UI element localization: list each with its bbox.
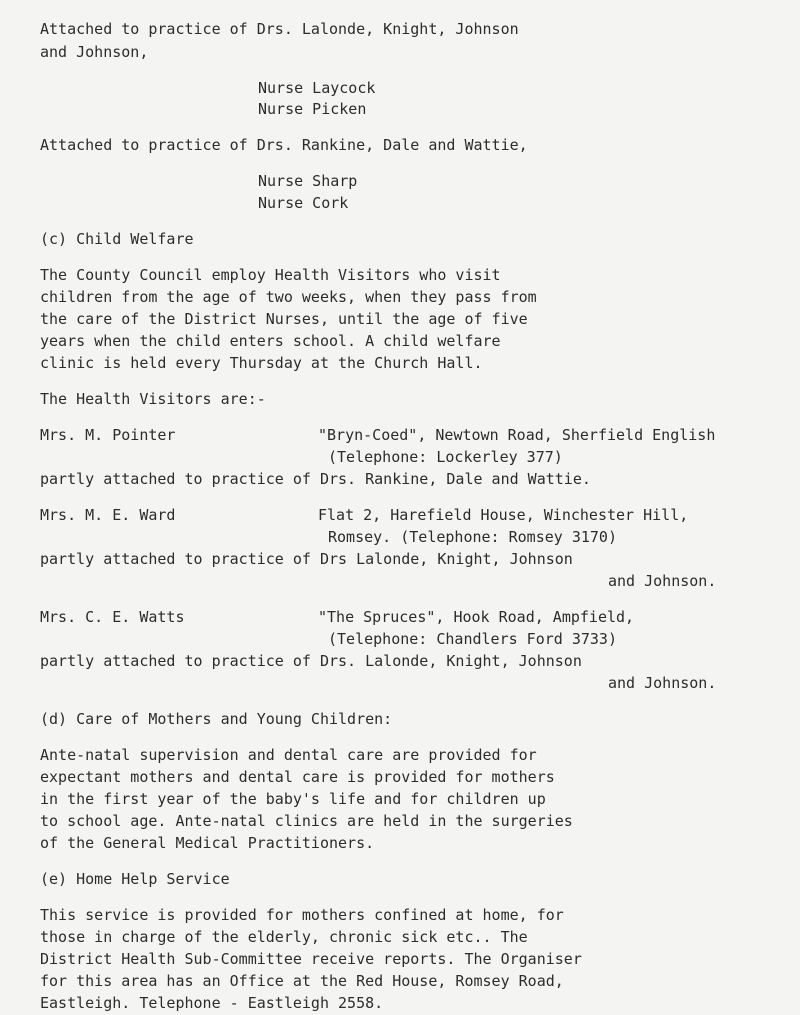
text-line: partly attached to practice of Drs Lalonde, Knight, Johnson bbox=[40, 550, 573, 568]
text-line: The Health Visitors are:- bbox=[40, 390, 266, 408]
visitor-telephone: Romsey. (Telephone: Romsey 3170) bbox=[328, 528, 617, 546]
section-heading: (d) Care of Mothers and Young Children: bbox=[40, 710, 393, 728]
text-line: The County Council employ Health Visitors who visit bbox=[40, 266, 501, 284]
text-line: the care of the District Nurses, until the age of five bbox=[40, 310, 528, 328]
text-line: to school age. Ante-natal clinics are held in the surgeries bbox=[40, 812, 573, 830]
text-line: This service is provided for mothers confined at home, for bbox=[40, 906, 564, 924]
visitor-address: "The Spruces", Hook Road, Ampfield, bbox=[318, 608, 635, 626]
text-line: Eastleigh. Telephone - Eastleigh 2558. bbox=[40, 994, 384, 1012]
visitor-name: Mrs. M. E. Ward bbox=[40, 506, 176, 524]
text-line: children from the age of two weeks, when they pass from bbox=[40, 288, 537, 306]
section-heading: (c) Child Welfare bbox=[40, 230, 194, 248]
text-line: and Johnson. bbox=[608, 572, 717, 590]
text-line: Nurse Laycock bbox=[258, 79, 376, 97]
text-line: for this area has an Office at the Red House, Romsey Road, bbox=[40, 972, 564, 990]
text-line: those in charge of the elderly, chronic sick etc.. The bbox=[40, 928, 528, 946]
text-line: in the first year of the baby's life and for children up bbox=[40, 790, 546, 808]
text-line: of the General Medical Practitioners. bbox=[40, 834, 375, 852]
text-line: and Johnson. bbox=[608, 674, 717, 692]
text-line: District Health Sub-Committee receive reports. The Organiser bbox=[40, 950, 582, 968]
text-line: years when the child enters school. A child welfare bbox=[40, 332, 501, 350]
visitor-name: Mrs. C. E. Watts bbox=[40, 608, 185, 626]
visitor-address: Flat 2, Harefield House, Winchester Hill, bbox=[318, 506, 689, 524]
section-heading: (e) Home Help Service bbox=[40, 870, 230, 888]
text-line: expectant mothers and dental care is provided for mothers bbox=[40, 768, 555, 786]
text-line: and Johnson, bbox=[40, 43, 149, 61]
text-line: Ante-natal supervision and dental care are provided for bbox=[40, 746, 537, 764]
text-line: partly attached to practice of Drs. Lalonde, Knight, Johnson bbox=[40, 652, 582, 670]
text-line: Attached to practice of Drs. Lalonde, Knight, Johnson bbox=[40, 20, 519, 38]
visitor-address: "Bryn-Coed", Newtown Road, Sherfield English bbox=[318, 426, 716, 444]
visitor-telephone: (Telephone: Lockerley 377) bbox=[328, 448, 563, 466]
text-line: Nurse Sharp bbox=[258, 172, 358, 190]
text-line: partly attached to practice of Drs. Rankine, Dale and Wattie. bbox=[40, 470, 591, 488]
text-line: Nurse Picken bbox=[258, 100, 367, 118]
text-line: Nurse Cork bbox=[258, 194, 349, 212]
text-line: clinic is held every Thursday at the Church Hall. bbox=[40, 354, 483, 372]
visitor-name: Mrs. M. Pointer bbox=[40, 426, 176, 444]
visitor-telephone: (Telephone: Chandlers Ford 3733) bbox=[328, 630, 617, 648]
text-line: Attached to practice of Drs. Rankine, Dale and Wattie, bbox=[40, 136, 528, 154]
